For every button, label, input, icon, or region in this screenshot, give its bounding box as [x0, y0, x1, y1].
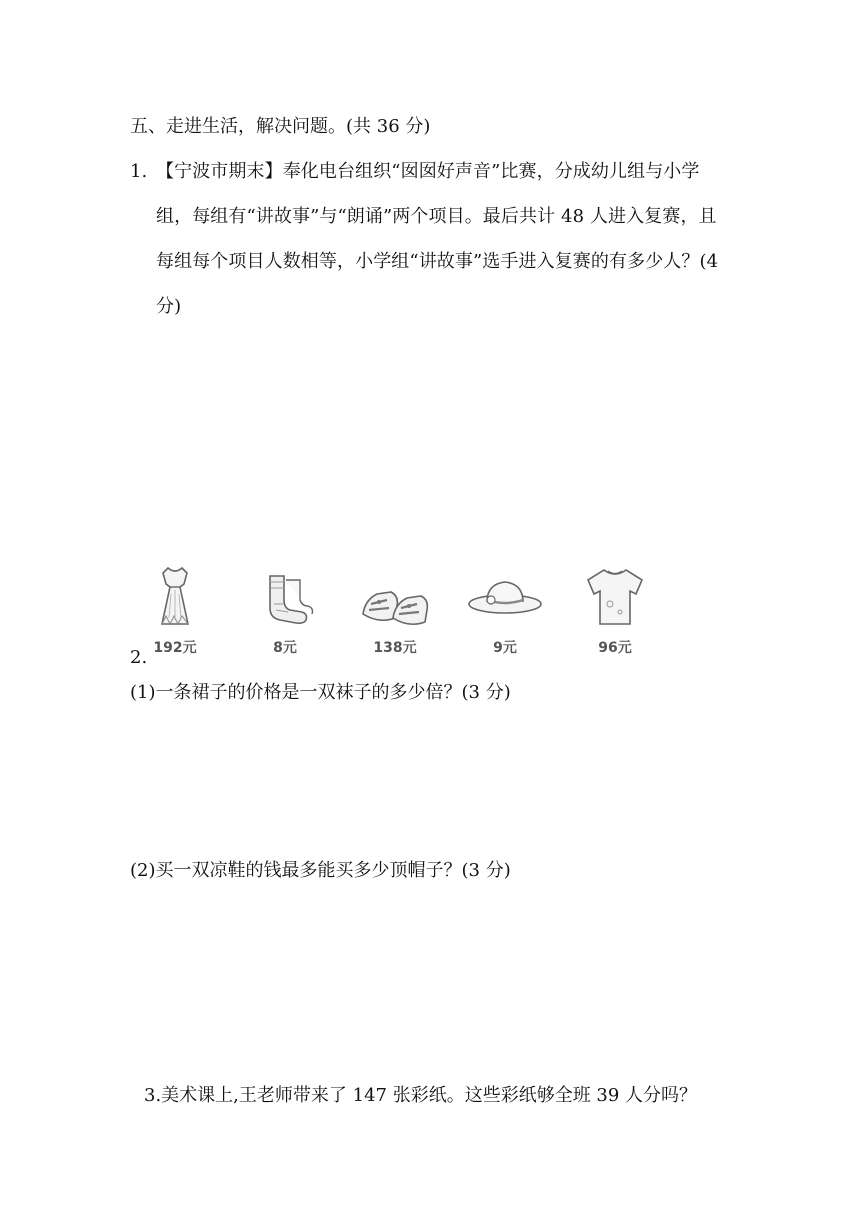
- item-dress: [130, 560, 220, 660]
- question-3-text: 3.美术课上,王老师带来了 147 张彩纸。这些彩纸够全班 39 人分吗？: [144, 1085, 698, 1106]
- tshirt-icon: [580, 560, 650, 635]
- sandals-icon: [355, 560, 435, 635]
- price-socks: 8元: [273, 640, 297, 656]
- item-hat: [460, 560, 550, 660]
- clothing-items-row: [130, 560, 670, 660]
- price-tshirt: 96元: [598, 640, 632, 656]
- socks-icon: [250, 560, 320, 635]
- question-2-number: 2.: [130, 647, 148, 668]
- dress-icon: [140, 560, 210, 635]
- question-1-number: 1.: [130, 161, 148, 182]
- price-hat: 9元: [493, 640, 517, 656]
- item-tshirt: [570, 560, 660, 660]
- hat-icon: [465, 560, 545, 635]
- price-dress: 192元: [153, 640, 197, 656]
- section-title: 五、走进生活，解决问题。(共 36 分): [130, 116, 431, 137]
- item-sandals: [350, 560, 440, 660]
- question-2-sub1: (1)一条裙子的价格是一双袜子的多少倍？(3 分): [130, 682, 511, 703]
- question-2-sub2: (2)买一双凉鞋的钱最多能买多少顶帽子？(3 分): [130, 860, 511, 881]
- question-1-text: 【宁波市期末】奉化电台组织“囡囡好声音”比赛，分成幼儿组与小学组，每组有“讲故事”与“朗诵”两个项目。最后共计 48 人进入复赛，且每组每个项目人数相等，小学组“讲故事”选手进入复赛的有多少人？(4 分): [156, 161, 719, 317]
- item-socks: [240, 560, 330, 660]
- price-sandals: 138元: [373, 640, 417, 656]
